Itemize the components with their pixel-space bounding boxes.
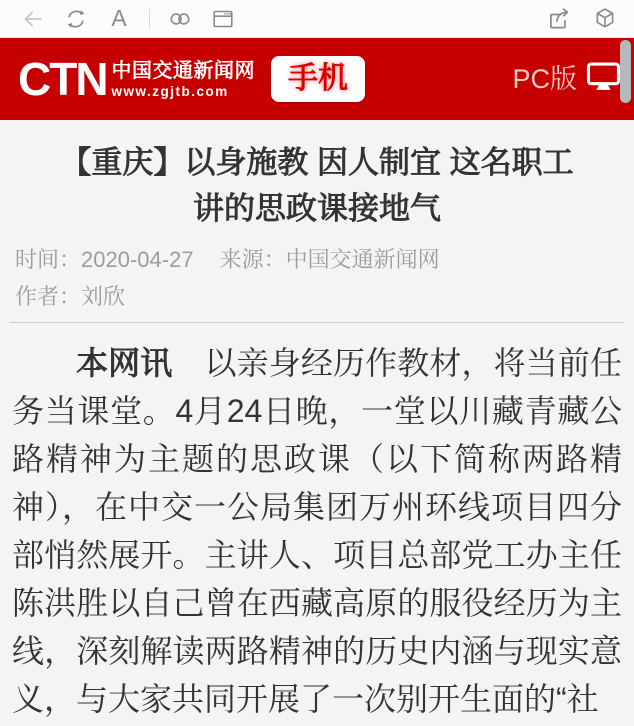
toolbar-right-group: [546, 6, 618, 32]
refresh-icon[interactable]: [63, 6, 89, 32]
article-body: [12, 339, 622, 723]
time-value: 2020-04-27: [81, 247, 194, 272]
logo-ctn-text: CTN: [18, 53, 107, 105]
toolbar-left-group: [20, 6, 236, 32]
time-label: 时间：: [15, 247, 82, 272]
pc-version-label: PC版: [512, 63, 577, 94]
site-header: [0, 38, 634, 120]
source-label: 来源：: [219, 247, 286, 272]
article-body-rest: 以亲身经历作教材，将当前任务当课堂。4月24日晚，一堂以川藏青藏公路精神为主题的思政课（以下简称两路精神），在中交一公局集团万州环线项目四分部悄然展开。主讲人、项目总部党工办主任陈洪胜以自己曾在西藏高原的服役经历为主线，深刻解读两路精神的历史内涵与现实意义，与大家共同开展了一次别开生面的“社: [12, 345, 622, 717]
monitor-icon: [586, 62, 622, 97]
source-field: [220, 248, 440, 272]
back-arrow-icon[interactable]: [20, 6, 46, 32]
share-icon[interactable]: [546, 6, 572, 32]
article-body-lead: 本网讯: [76, 345, 173, 381]
site-name: 中国交通新闻网: [111, 59, 256, 82]
link-icon[interactable]: [167, 6, 193, 32]
site-logo[interactable]: [18, 53, 256, 105]
font-size-control[interactable]: [106, 6, 132, 32]
font-size-label: A: [111, 5, 127, 31]
scrollbar-thumb[interactable]: [620, 40, 631, 103]
article-meta: [15, 248, 619, 309]
browser-window-icon[interactable]: [210, 6, 236, 32]
logo-text-column: [112, 60, 256, 99]
meta-divider: [10, 322, 624, 323]
browser-toolbar: [0, 0, 634, 38]
toolbar-divider: [149, 9, 150, 29]
cube-icon[interactable]: [592, 6, 618, 32]
mobile-badge[interactable]: 手机: [271, 56, 365, 102]
meta-row-author: [15, 285, 619, 309]
article-title: 【重庆】以身施教 因人制宜 这名职工讲的思政课接地气: [60, 145, 574, 226]
source-value: 中国交通新闻网: [285, 247, 440, 272]
author-value: 刘欣: [81, 284, 126, 309]
time-field: [15, 248, 194, 272]
site-url: www.zgjtb.com: [111, 83, 229, 99]
meta-row-time-source: [15, 248, 619, 272]
author-label: 作者：: [15, 284, 82, 309]
pc-version-link[interactable]: [512, 62, 626, 97]
